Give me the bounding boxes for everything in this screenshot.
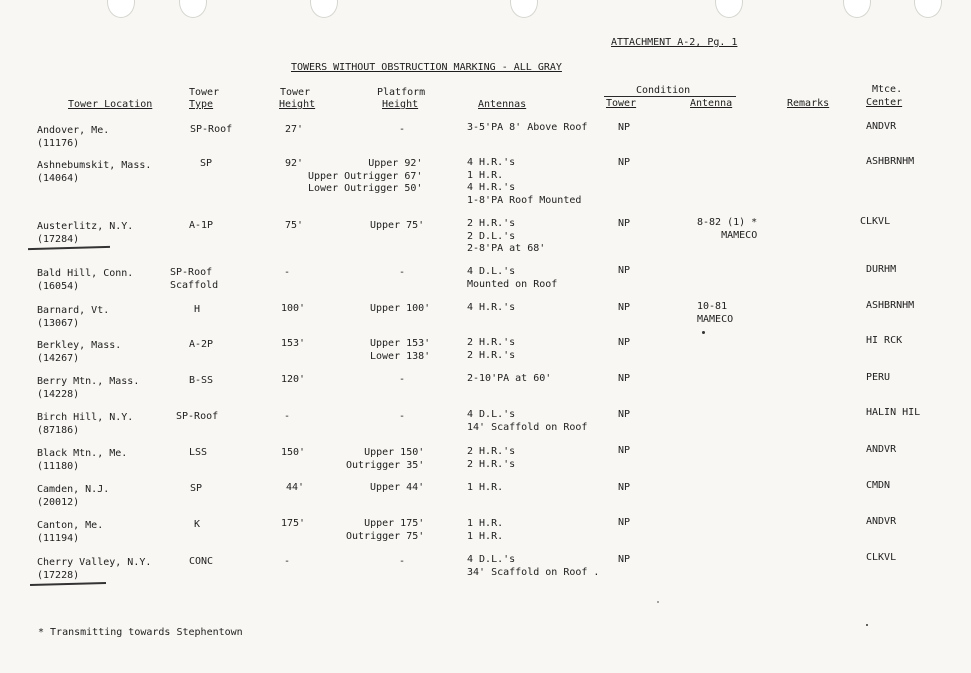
cell-mtce-center: PERU [866, 372, 891, 383]
cell-height: 100' [281, 303, 306, 314]
header-mtce-top: Mtce. [872, 84, 903, 95]
punch-hole [510, 0, 538, 18]
header-tower-height-top: Tower [280, 87, 311, 98]
pen-mark [657, 601, 659, 603]
cell-antennas: 3-5'PA 8' Above Roof [467, 122, 588, 133]
header-tower-location: Tower Location [68, 99, 153, 110]
cell-condition-tower: NP [618, 482, 631, 493]
cell-condition-tower: NP [618, 409, 631, 420]
cell-antennas: 1 H.R. 1 H.R. [467, 518, 504, 542]
header-mtce-bottom: Center [866, 97, 903, 108]
cell-mtce-center: HALIN HIL [866, 407, 921, 418]
header-tower-type-top: Tower [189, 87, 220, 98]
cell-condition-tower: NP [618, 265, 631, 276]
cell-location: Black Mtn., Me. (11180) [37, 448, 128, 472]
cell-location: Berkley, Mass. (14267) [37, 340, 122, 364]
cell-mtce-center: ANDVR [866, 444, 897, 455]
cell-type: K [194, 519, 201, 530]
cell-type: SP [190, 483, 203, 494]
cell-height: 75' [285, 220, 304, 231]
pen-mark [866, 624, 868, 626]
cell-condition-tower: NP [618, 157, 631, 168]
cell-type: A-1P [189, 220, 214, 231]
cell-height: 153' [281, 338, 306, 349]
header-condition: Condition [636, 85, 691, 96]
cell-mtce-center: ANDVR [866, 121, 897, 132]
cell-antennas: 2 H.R.'s 2 D.L.'s 2-8'PA at 68' [467, 218, 546, 254]
cell-platform: Upper 150' Outrigger 35' [346, 447, 425, 471]
cell-height: 92' [285, 158, 304, 169]
cell-location: Cherry Valley, N.Y. (17228) [37, 557, 152, 581]
cell-antennas: 4 D.L.'s 34' Scaffold on Roof . [467, 554, 600, 578]
cell-condition-tower: NP [618, 373, 631, 384]
cell-antennas: 4 H.R.'s 1 H.R. 4 H.R.'s 1-8'PA Roof Mounted [467, 157, 582, 206]
cell-condition-antenna: 8-82 (1) * MAMECO [697, 217, 758, 241]
cell-condition-tower: NP [618, 337, 631, 348]
footnote: * Transmitting towards Stephentown [38, 627, 243, 638]
cell-mtce-center: ASHBRNHM [866, 300, 915, 311]
pen-underline [28, 246, 110, 250]
cell-condition-antenna: 10-81 MAMECO [697, 301, 734, 325]
attachment-label: ATTACHMENT A-2, Pg. 1 [611, 37, 738, 48]
cell-condition-tower: NP [618, 122, 631, 133]
cell-antennas: 2 H.R.'s 2 H.R.'s [467, 337, 516, 361]
header-condition-tower: Tower [606, 98, 637, 109]
cell-location: Birch Hill, N.Y. (87186) [37, 412, 134, 436]
cell-platform: Upper 92' Upper Outrigger 67' Lower Outrigger 50' [308, 158, 423, 194]
document-title: TOWERS WITHOUT OBSTRUCTION MARKING - ALL GRAY [291, 62, 562, 73]
punch-hole [715, 0, 743, 18]
cell-type: SP-Roof Scaffold [170, 267, 219, 291]
cell-location: Barnard, Vt. (13067) [37, 305, 110, 329]
cell-type: H [194, 304, 201, 315]
cell-location: Canton, Me. (11194) [37, 520, 104, 544]
punch-hole [107, 0, 135, 18]
cell-location: Berry Mtn., Mass. (14228) [37, 376, 140, 400]
cell-height: 120' [281, 374, 306, 385]
cell-height: - [284, 411, 291, 422]
pen-underline [30, 582, 106, 585]
cell-mtce-center: CMDN [866, 480, 891, 491]
cell-platform: Upper 100' [370, 303, 431, 314]
cell-type: CONC [189, 556, 214, 567]
cell-type: SP-Roof [176, 411, 219, 422]
cell-condition-tower: NP [618, 517, 631, 528]
cell-height: - [284, 267, 291, 278]
cell-antennas: 1 H.R. [467, 482, 504, 493]
cell-platform: - [399, 374, 406, 385]
cell-platform: - [399, 267, 406, 278]
cell-mtce-center: ASHBRNHM [866, 156, 915, 167]
cell-condition-tower: NP [618, 218, 631, 229]
cell-antennas: 2 H.R.'s 2 H.R.'s [467, 446, 516, 470]
cell-mtce-center: CLKVL [866, 552, 897, 563]
cell-type: B-SS [189, 375, 214, 386]
cell-antennas: 4 D.L.'s Mounted on Roof [467, 266, 558, 290]
header-antennas: Antennas [478, 99, 527, 110]
cell-type: SP [200, 158, 213, 169]
cell-platform: Upper 153' Lower 138' [370, 338, 431, 362]
cell-location: Ashnebumskit, Mass. (14064) [37, 160, 152, 184]
condition-divider [604, 96, 736, 97]
cell-height: 175' [281, 518, 306, 529]
cell-height: 150' [281, 447, 306, 458]
cell-platform: - [399, 556, 406, 567]
cell-mtce-center: ANDVR [866, 516, 897, 527]
punch-hole [914, 0, 942, 18]
cell-platform: Upper 175' Outrigger 75' [346, 518, 425, 542]
header-tower-type-bottom: Type [189, 99, 214, 110]
cell-height: 27' [285, 124, 304, 135]
cell-type: SP-Roof [190, 124, 233, 135]
cell-platform: - [399, 411, 406, 422]
cell-condition-tower: NP [618, 302, 631, 313]
cell-location: Andover, Me. (11176) [37, 125, 110, 149]
cell-type: LSS [189, 447, 208, 458]
cell-antennas: 4 D.L.'s 14' Scaffold on Roof [467, 409, 588, 433]
cell-condition-tower: NP [618, 554, 631, 565]
cell-mtce-center: DURHM [866, 264, 897, 275]
cell-platform: Upper 44' [370, 482, 425, 493]
punch-hole [843, 0, 871, 18]
punch-hole [179, 0, 207, 18]
header-condition-antenna: Antenna [690, 98, 733, 109]
header-platform-bottom: Height [382, 99, 419, 110]
cell-mtce-center: CLKVL [860, 216, 891, 227]
header-platform-top: Platform [377, 87, 426, 98]
cell-location: Camden, N.J. (20012) [37, 484, 110, 508]
pen-mark [702, 331, 705, 334]
cell-location: Austerlitz, N.Y. (17284) [37, 221, 134, 245]
cell-platform: Upper 75' [370, 220, 425, 231]
cell-type: A-2P [189, 339, 214, 350]
header-tower-height-bottom: Height [279, 99, 316, 110]
cell-location: Bald Hill, Conn. (16054) [37, 268, 134, 292]
cell-mtce-center: HI RCK [866, 335, 903, 346]
cell-antennas: 2-10'PA at 60' [467, 373, 552, 384]
cell-antennas: 4 H.R.'s [467, 302, 516, 313]
punch-hole [310, 0, 338, 18]
cell-height: 44' [286, 482, 305, 493]
cell-height: - [284, 556, 291, 567]
header-remarks: Remarks [787, 98, 830, 109]
cell-platform: - [399, 124, 406, 135]
cell-condition-tower: NP [618, 445, 631, 456]
